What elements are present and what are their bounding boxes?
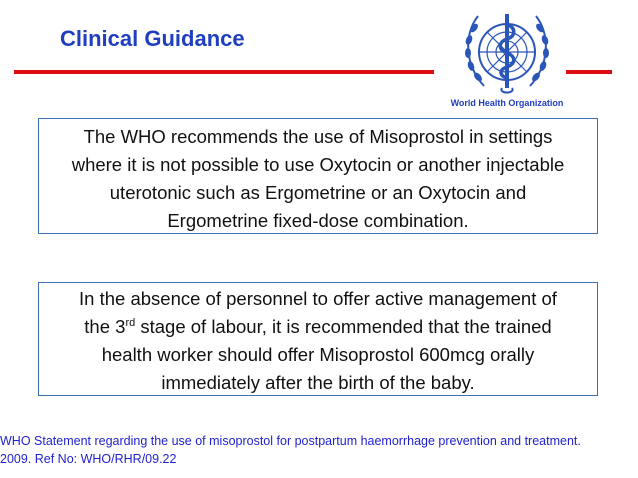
slide-title: Clinical Guidance [60,26,245,51]
box2-line2-end: stage of labour, it is recommended that the trained [135,316,552,337]
box2-line: immediately after the birth of the baby. [161,372,475,393]
box2-line2-start: the 3 [84,316,126,337]
box1-line: where it is not possible to use Oxytocin or another injectable [71,154,565,175]
box1-line: The WHO recommends the use of Misoprostol in settings [83,126,553,147]
who-emblem-icon [458,6,556,98]
reference-footnote [0,432,630,468]
box1-line: uterotonic such as Ergometrine or an Oxytocin and [109,182,527,203]
ordinal-superscript: rd [125,316,136,329]
logo-caption: World Health Organization [450,98,564,108]
footnote-line: 2009. Ref No: WHO/RHR/09.22 [0,452,177,466]
recommendation-box-1 [38,118,598,234]
box2-line [39,313,597,341]
title-rule-left [14,70,434,74]
box2-line: In the absence of personnel to offer active management of [79,288,557,309]
recommendation-box-2 [38,282,598,396]
box1-line: Ergometrine fixed-dose combination. [167,210,469,231]
footnote-line: WHO Statement regarding the use of misoprostol for postpartum haemorrhage prevention and treatment. [0,434,581,448]
box2-line: health worker should offer Misoprostol 600mcg orally [101,344,535,365]
who-logo [438,6,576,112]
